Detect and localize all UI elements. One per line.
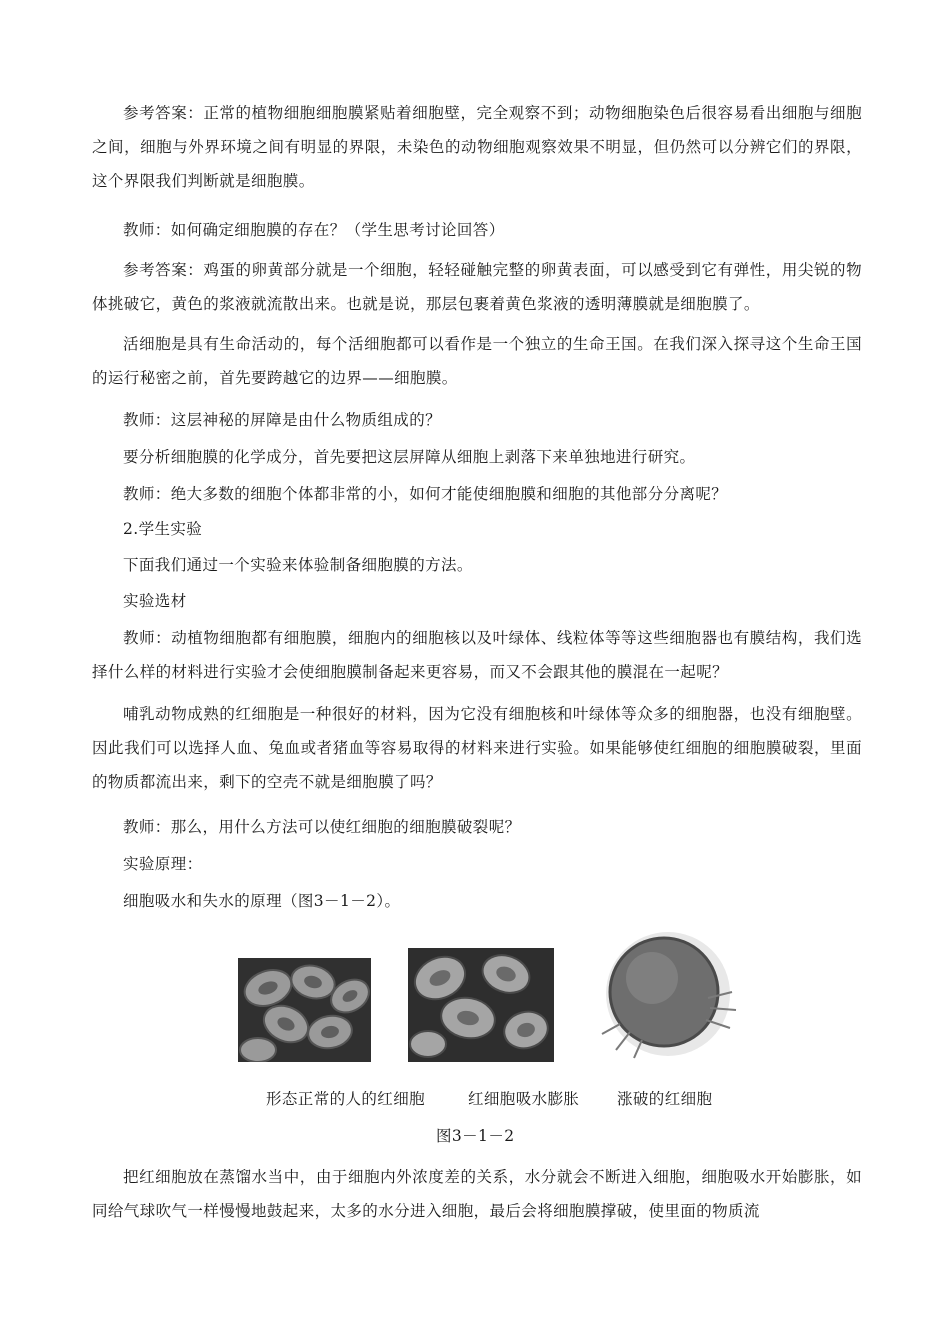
normal-red-cells-image bbox=[238, 958, 371, 1062]
red-cell-paragraph: 哺乳动物成熟的红细胞是一种很好的材料，因为它没有细胞核和叶绿体等众多的细胞器，也没有细胞壁。因此我们可以选择人血、兔血或者猪血等容易取得的材料来进行实验。如果能够使红细胞的细胞膜破裂，里面的物质都流出来，剩下的空壳不就是细胞膜了吗？ bbox=[92, 705, 862, 791]
teacher-question-composition: 教师：这层神秘的屏障是由什么物质组成的？ bbox=[123, 411, 442, 429]
experiment-intro: 下面我们通过一个实验来体验制备细胞膜的方法。 bbox=[123, 556, 473, 574]
living-cell-paragraph: 活细胞是具有生命活动的，每个活细胞都可以看作是一个独立的生命王国。在我们深入探寻这个生命王国的运行秘密之前，首先要跨越它的边界——细胞膜。 bbox=[92, 335, 862, 387]
answer-paragraph-2: 参考答案：鸡蛋的卵黄部分就是一个细胞，轻轻碰触完整的卵黄表面，可以感受到它有弹性，用尖锐的物体挑破它，黄色的浆液就流散出来。也就是说，那层包裹着黄色浆液的透明薄膜就是细胞膜了。 bbox=[92, 261, 862, 313]
principle-text: 细胞吸水和失水的原理（图3－1－2）。 bbox=[123, 892, 401, 910]
caption-normal-cells: 形态正常的人的红细胞 bbox=[266, 1090, 426, 1108]
teacher-material-question: 教师：动植物细胞都有细胞膜，细胞内的细胞核以及叶绿体、线粒体等等这些细胞器也有膜结构，我们选择什么样的材料进行实验才会使细胞膜制备起来更容易，而又不会跟其他的膜混在一起呢？ bbox=[92, 629, 862, 681]
caption-swollen-cells: 红细胞吸水膨胀 bbox=[468, 1090, 580, 1108]
teacher-question-membrane: 教师：如何确定细胞膜的存在？（学生思考讨论回答） bbox=[123, 221, 505, 239]
ruptured-red-cell-image bbox=[590, 928, 744, 1062]
figure-label: 图3－1－2 bbox=[436, 1127, 515, 1145]
swollen-red-cells-image bbox=[408, 948, 554, 1062]
subheading-principle: 实验原理： bbox=[123, 855, 203, 873]
teacher-question-rupture: 教师：那么，用什么方法可以使红细胞的细胞膜破裂呢？ bbox=[123, 818, 521, 836]
analysis-paragraph: 要分析细胞膜的化学成分，首先要把这层屏障从细胞上剥落下来单独地进行研究。 bbox=[123, 448, 696, 466]
caption-ruptured-cell: 涨破的红细胞 bbox=[617, 1090, 713, 1108]
subheading-material: 实验选材 bbox=[123, 592, 187, 610]
teacher-question-separation: 教师：绝大多数的细胞个体都非常的小，如何才能使细胞膜和细胞的其他部分分离呢？ bbox=[123, 485, 728, 503]
distilled-water-paragraph: 把红细胞放在蒸馏水当中，由于细胞内外浓度差的关系，水分就会不断进入细胞，细胞吸水开始膨胀，如同给气球吹气一样慢慢地鼓起来，太多的水分进入细胞，最后会将细胞膜撑破，使里面的物质流 bbox=[92, 1168, 862, 1220]
section-heading-experiment: 2.学生实验 bbox=[123, 520, 203, 538]
answer-paragraph-1: 参考答案：正常的植物细胞细胞膜紧贴着细胞壁，完全观察不到；动物细胞染色后很容易看出细胞与细胞之间，细胞与外界环境之间有明显的界限，未染色的动物细胞观察效果不明显，但仍然可以分辨它们的界限，这个界限我们判断就是细胞膜。 bbox=[92, 104, 862, 190]
